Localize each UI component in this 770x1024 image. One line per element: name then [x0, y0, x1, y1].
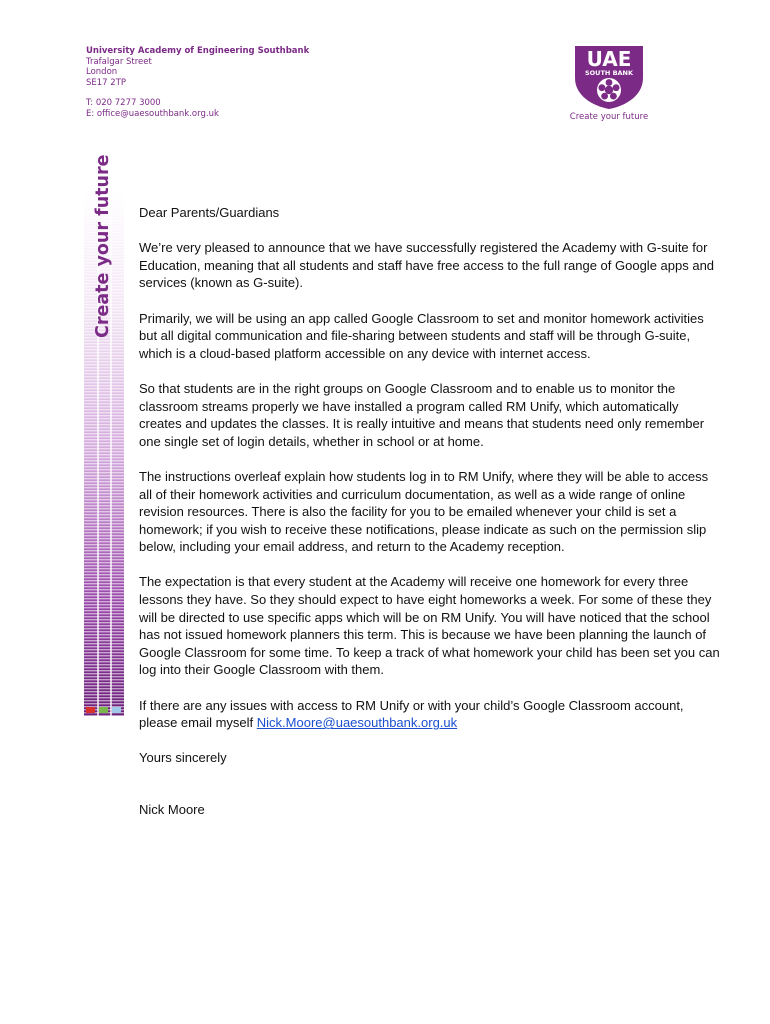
school-name: University Academy of Engineering Southbank: [86, 46, 310, 56]
address-gap: [86, 88, 309, 98]
letter-body: [139, 204, 723, 836]
school-address-block: [86, 46, 309, 119]
signature: Nick Moore: [139, 802, 205, 817]
address-postcode: SE17 2TP: [86, 77, 127, 88]
salutation: Dear Parents/Guardians: [139, 205, 280, 220]
paragraph-contact: [139, 697, 723, 732]
address-city: London: [86, 67, 118, 77]
shield-logo-icon: [573, 44, 645, 110]
school-logo: [566, 44, 652, 122]
closing: Yours sincerely: [139, 750, 227, 766]
red-square: [86, 707, 95, 713]
contact-text: If there are any issues with access to RM Unify or with your child’s Google Classroom account, please email myself: [139, 697, 684, 731]
color-squares: [86, 707, 121, 713]
school-email: E: office@uaesouthbank.org.uk: [86, 108, 219, 119]
logo-title: UAE: [586, 47, 632, 71]
address-street: Trafalgar Street: [86, 56, 152, 67]
paragraph-classroom: Primarily, we will be using an app called Google Classroom to set and monitor homework activities but all digital communication and file-sharing between students and staff will be through G-suite, which is a cloud-based platform accessible on any device with internet access.: [139, 310, 704, 361]
paragraph-rm-unify: So that students are in the right groups on Google Classroom and to enable us to monitor the classroom streams properly we have installed a program called RM Unify, which automatically creates and updates the classes. It is really intuitive and means that students need only remember one single set of login details, whether in school or at home.: [139, 380, 705, 449]
paragraph-expectation: The expectation is that every student at the Academy will receive one homework for every three lessons they have. So they should expect to have eight homeworks a week. For some of these they will be directed to use specific apps which will be on RM Unify. You will have noticed that the school has not issued homework planners this term. This is because we have been planning the launch of Google Classroom for some time. To keep a track of what homework your child has been set you can log into their Google Classroom with them.: [139, 574, 720, 678]
paragraph-instructions: The instructions overleaf explain how students log in to RM Unify, where they will be able to access all of their homework activities and curriculum documentation, as well as a wide range of online revision resources. There is also the facility for you to be emailed whenever your child is set a homework; if you wish to receive these notifications, please indicate as such on the permission slip below, including your email address, and return to the Academy reception.: [139, 468, 709, 555]
contact-email-link[interactable]: Nick.Moore@uaesouthbank.org.uk: [256, 715, 458, 731]
flower-emblem-icon: [597, 78, 621, 102]
school-phone: T: 020 7277 3000: [86, 98, 161, 108]
logo-subtitle: SOUTH BANK: [584, 69, 634, 77]
logo-tagline: Create your future: [569, 112, 649, 122]
green-square: [99, 707, 108, 713]
sidebar-vertical-tagline: Create your future: [93, 154, 113, 338]
paragraph-gsuite: We’re very pleased to announce that we have successfully registered the Academy with G-suite for Education, meaning that all students and staff have free access to the full range of Google apps and services (known as G-suite).: [139, 240, 715, 291]
blue-square: [112, 707, 121, 713]
